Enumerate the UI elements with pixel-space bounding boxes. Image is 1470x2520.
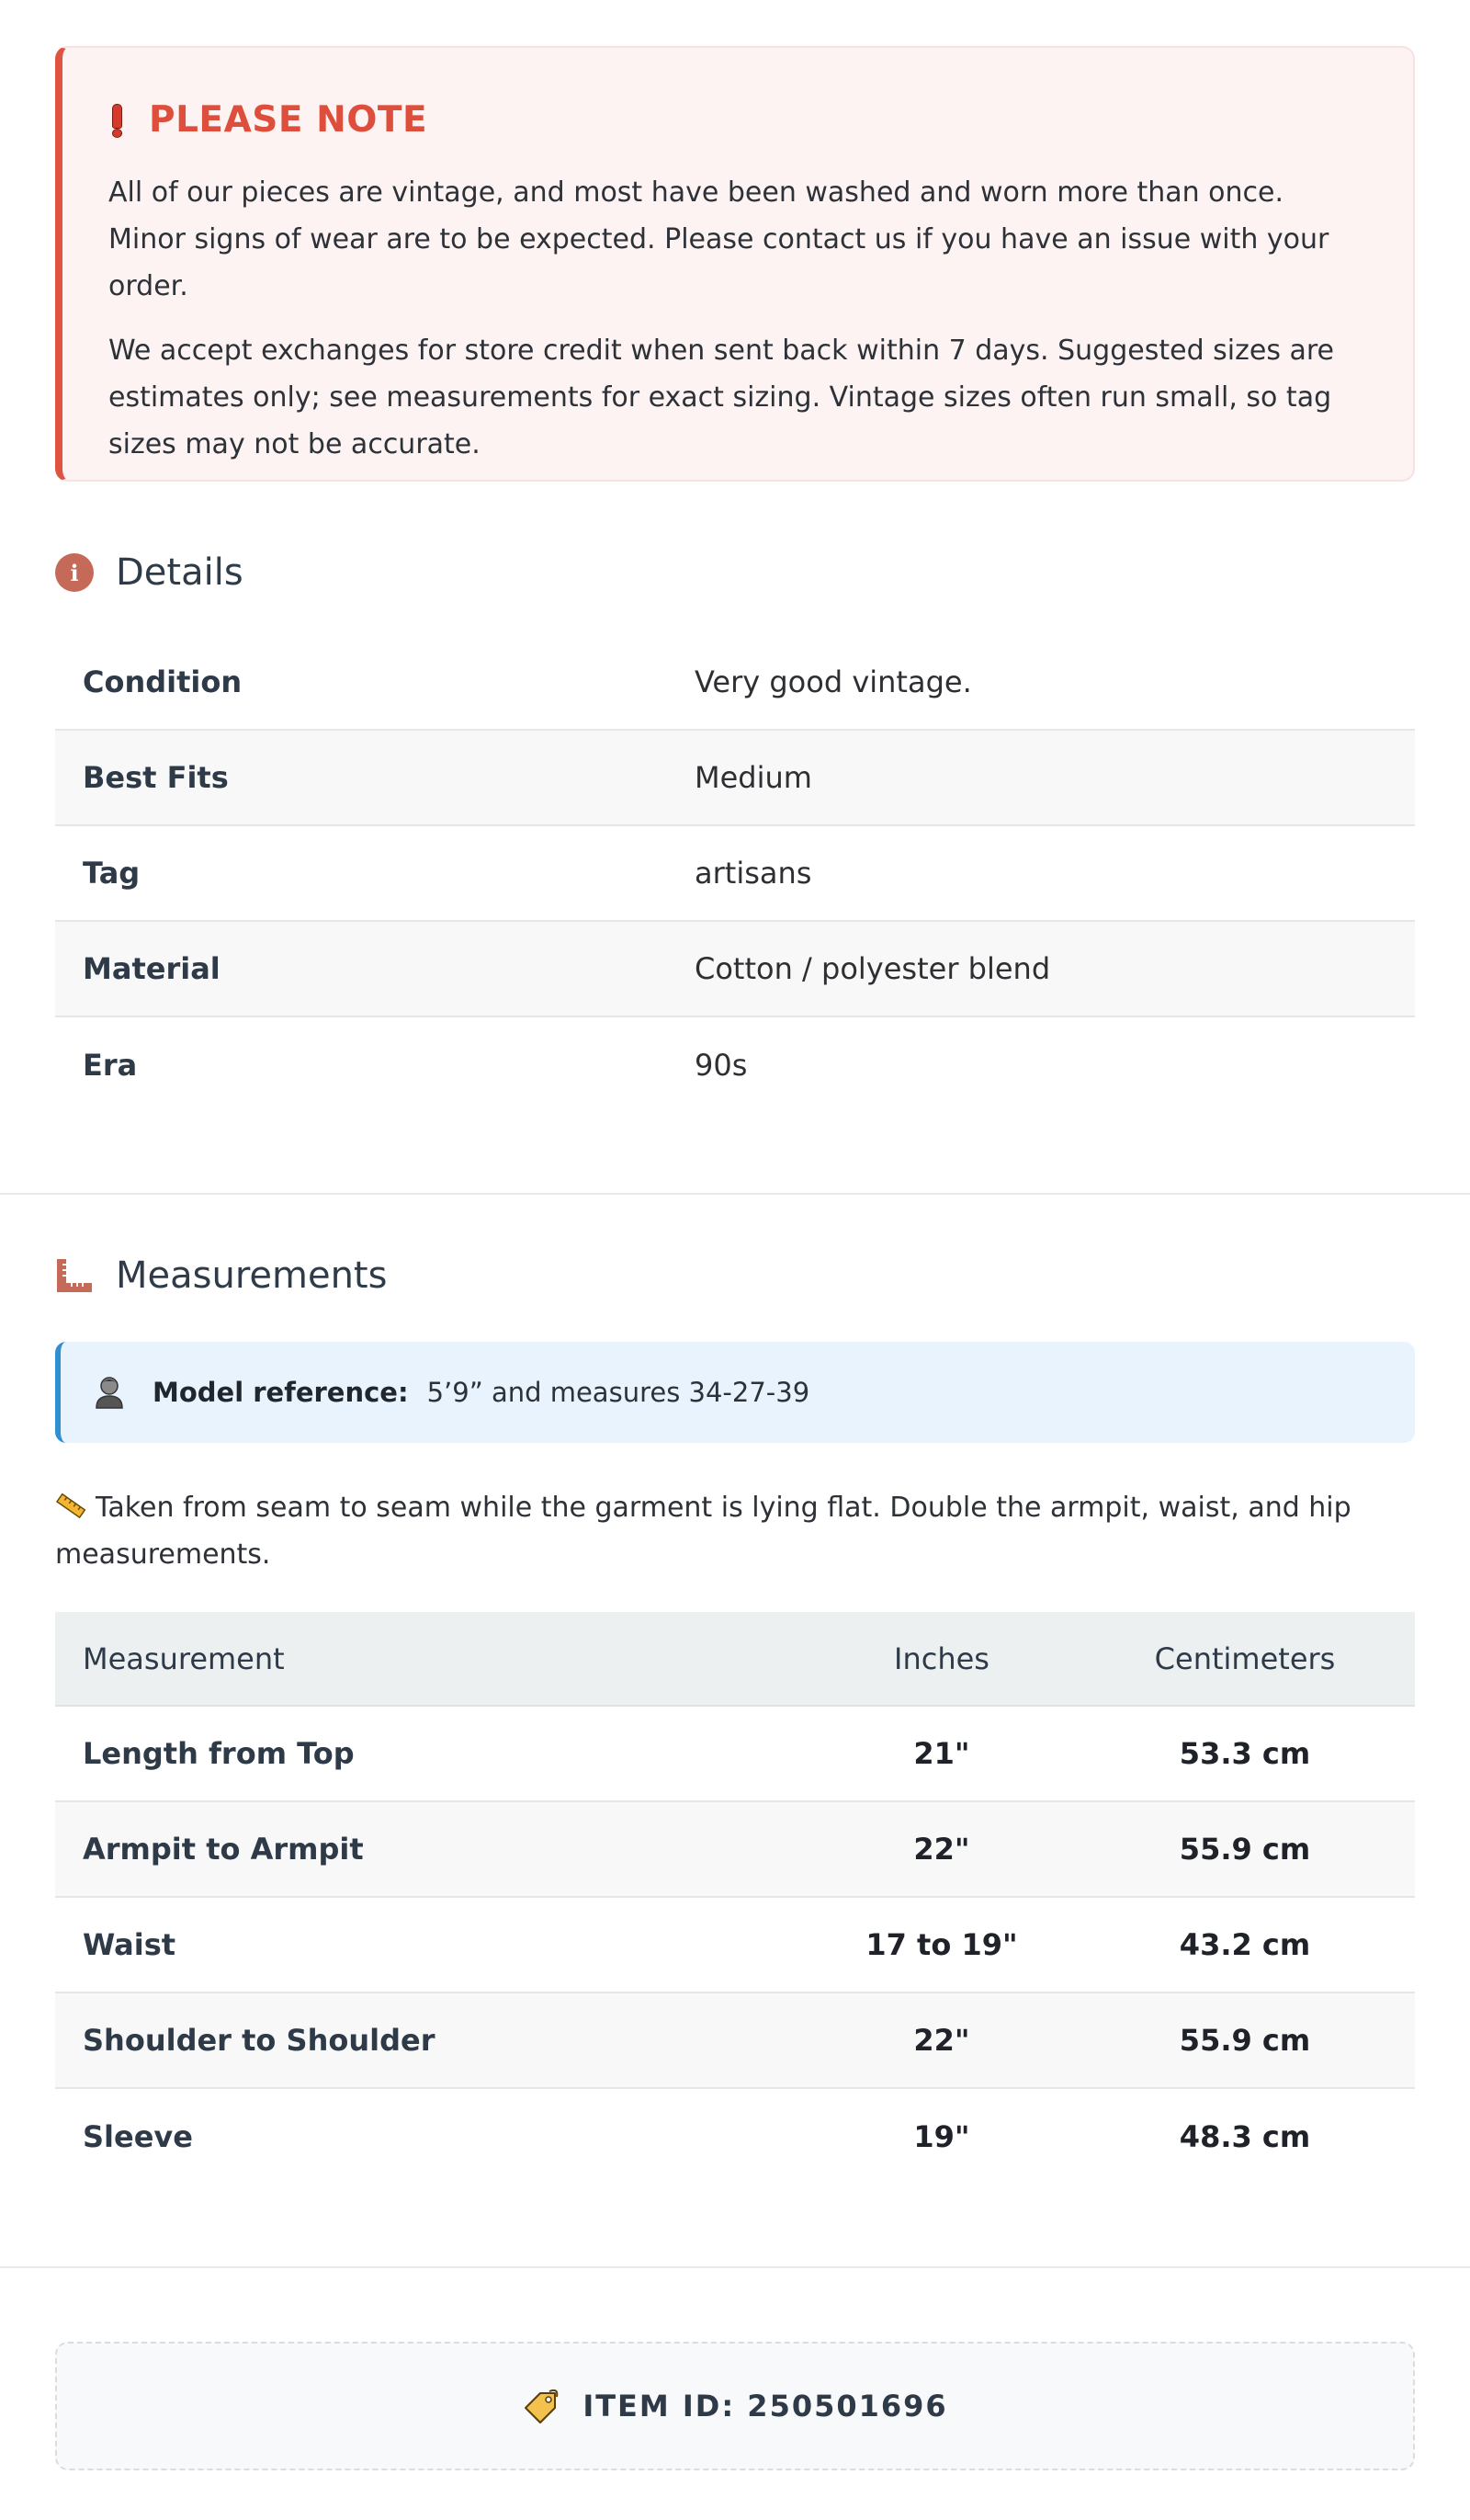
detail-value: Medium [695,760,812,795]
notice-paragraph-1: All of our pieces are vintage, and most have been washed and worn more than once. Minor signs of wear are to be expected. Please contact us if you have an issue with your order. [108,176,1329,302]
details-table [55,634,1415,1112]
measurement-name: Shoulder to Shoulder [83,2023,435,2058]
item-id-text: ITEM ID: 250501696 [582,2389,948,2424]
measurement-name: Length from Top [83,1736,355,1771]
measurement-inches: 21" [913,1736,970,1771]
model-reference-label: Model reference: [153,1377,409,1408]
detail-key: Best Fits [83,760,229,795]
measurement-note-text: Taken from seam to seam while the garment is lying flat. Double the armpit, waist, and hip measurements. [55,1492,1351,1571]
table-row [55,921,1415,1016]
measurement-name: Waist [83,1927,176,1962]
details-heading [55,551,243,594]
measurements-table [55,1612,1415,2184]
ruler-icon [55,1257,94,1294]
details-heading-text: Details [116,551,243,594]
detail-key: Condition [83,664,243,699]
table-row [55,1706,1415,1801]
measurement-note [55,1484,1360,1578]
detail-value: Very good vintage. [695,664,972,699]
measurement-cm: 43.2 cm [1179,1927,1311,1962]
column-header-measurement: Measurement [55,1612,808,1706]
table-row [55,1897,1415,1992]
measurement-inches: 17 to 19" [865,1927,1018,1962]
tag-icon [522,2388,560,2424]
exclamation-icon [110,104,121,135]
measurement-cm: 48.3 cm [1179,2118,1311,2154]
notice-paragraph-2: We accept exchanges for store credit when sent back within 7 days. Suggested sizes are estimates only; see measurements for exact sizing. Vintage sizes often run small, so tag sizes may not be accurate. [108,335,1335,460]
pencil-icon [55,1493,88,1520]
column-header-inches: Inches [808,1612,1075,1706]
detail-key: Tag [83,856,141,891]
table-row [55,730,1415,825]
table-row [55,825,1415,921]
measurement-cm: 55.9 cm [1179,1832,1311,1867]
table-row [55,2088,1415,2184]
measurement-cm: 53.3 cm [1179,1736,1311,1771]
info-icon: i [55,553,94,592]
please-note-box [55,46,1415,482]
detail-value: artisans [695,856,812,891]
detail-value: Cotton / polyester blend [695,951,1051,986]
measurement-cm: 55.9 cm [1179,2023,1311,2058]
measurement-inches: 22" [913,1832,970,1867]
measurements-heading-text: Measurements [116,1254,388,1297]
model-reference-value: 5’9” and measures 34-27-39 [426,1377,810,1408]
section-divider [0,1193,1470,1195]
table-row [55,1016,1415,1112]
item-id-box [55,2342,1415,2470]
detail-key: Era [83,1047,138,1083]
measurement-inches: 22" [913,2023,970,2058]
section-divider [0,2266,1470,2268]
table-header-row [55,1612,1415,1706]
column-header-centimeters: Centimeters [1075,1612,1415,1706]
notice-title-text: PLEASE NOTE [149,98,428,141]
table-row [55,1992,1415,2088]
measurement-name: Armpit to Armpit [83,1832,364,1867]
table-row [55,1801,1415,1897]
detail-value: 90s [695,1047,748,1083]
model-reference-box [55,1342,1415,1443]
measurement-inches: 19" [913,2118,970,2154]
detail-key: Material [83,951,220,986]
measurement-name: Sleeve [83,2118,193,2154]
table-row [55,634,1415,730]
notice-title [108,98,1367,141]
person-icon [94,1376,125,1409]
measurements-heading [55,1254,387,1297]
